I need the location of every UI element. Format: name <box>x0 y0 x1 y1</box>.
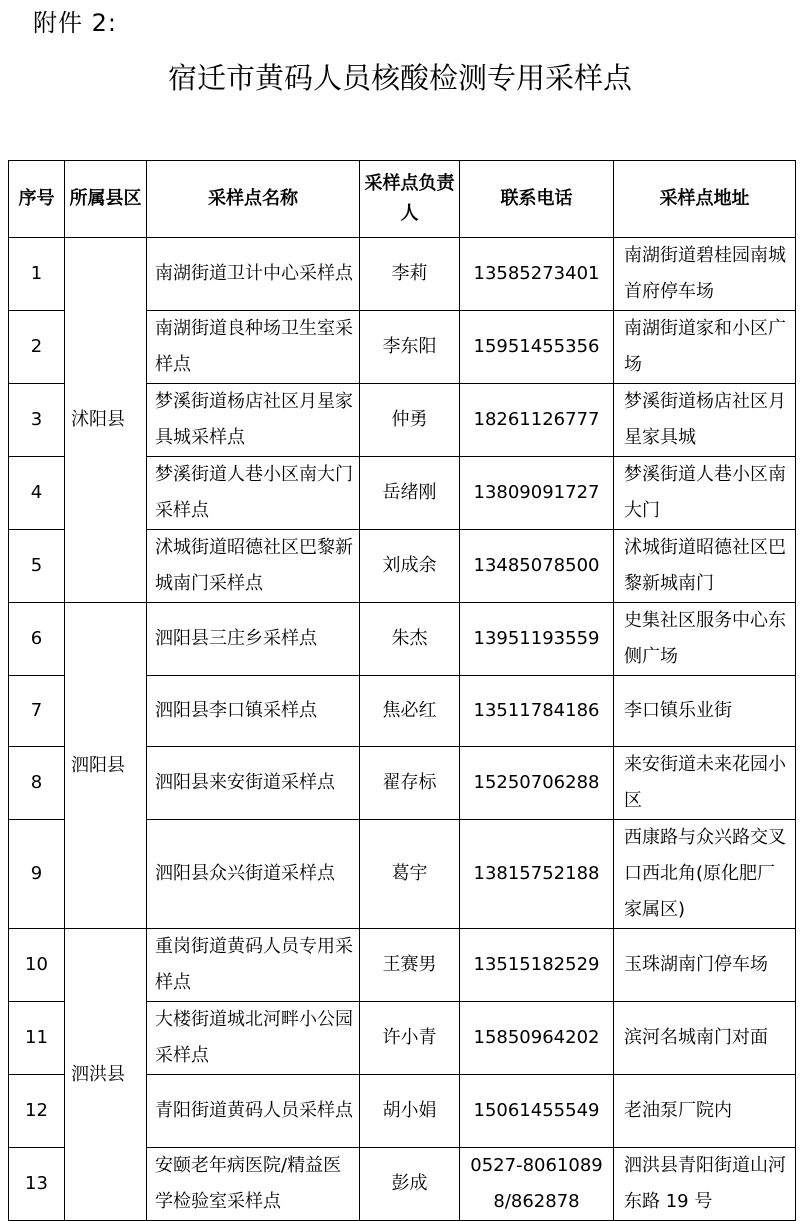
phone-number: 13485078500 <box>460 530 614 603</box>
row-no: 2 <box>9 311 65 384</box>
site-name: 南湖街道良种场卫生室采样点 <box>147 311 360 384</box>
table-header-row <box>9 161 796 238</box>
row-no: 3 <box>9 384 65 457</box>
site-name: 青阳街道黄码人员采样点 <box>147 1075 360 1148</box>
site-address: 南湖街道碧桂园南城首府停车场 <box>614 238 796 311</box>
header-person: 采样点负责人 <box>360 161 460 238</box>
site-name: 泗阳县来安街道采样点 <box>147 747 360 820</box>
site-address: 沭城街道昭德社区巴黎新城南门 <box>614 530 796 603</box>
person-name: 彭成 <box>360 1148 460 1221</box>
row-no: 6 <box>9 603 65 676</box>
phone-number: 15951455356 <box>460 311 614 384</box>
site-address: 梦溪街道杨店社区月星家具城 <box>614 384 796 457</box>
row-no: 8 <box>9 747 65 820</box>
site-address: 滨河名城南门对面 <box>614 1002 796 1075</box>
person-name: 朱杰 <box>360 603 460 676</box>
person-name: 李莉 <box>360 238 460 311</box>
person-name: 仲勇 <box>360 384 460 457</box>
site-name: 梦溪街道杨店社区月星家具城采样点 <box>147 384 360 457</box>
phone-number: 13809091727 <box>460 457 614 530</box>
person-name: 焦必红 <box>360 676 460 747</box>
site-name: 安颐老年病医院/精益医学检验室采样点 <box>147 1148 360 1221</box>
row-no: 10 <box>9 929 65 1002</box>
row-no: 1 <box>9 238 65 311</box>
phone-number: 13585273401 <box>460 238 614 311</box>
person-name: 刘成余 <box>360 530 460 603</box>
site-name: 重岗街道黄码人员专用采样点 <box>147 929 360 1002</box>
county-cell: 泗阳县 <box>65 603 147 929</box>
site-address: 李口镇乐业街 <box>614 676 796 747</box>
site-address: 老油泵厂院内 <box>614 1075 796 1148</box>
table-row <box>9 929 796 1002</box>
phone-number: 15061455549 <box>460 1075 614 1148</box>
site-address: 玉珠湖南门停车场 <box>614 929 796 1002</box>
county-cell: 沭阳县 <box>65 238 147 603</box>
header-address: 采样点地址 <box>614 161 796 238</box>
site-address: 西康路与众兴路交叉口西北角(原化肥厂家属区) <box>614 820 796 929</box>
phone-number: 13815752188 <box>460 820 614 929</box>
header-site-name: 采样点名称 <box>147 161 360 238</box>
header-phone: 联系电话 <box>460 161 614 238</box>
person-name: 许小青 <box>360 1002 460 1075</box>
site-address: 南湖街道家和小区广场 <box>614 311 796 384</box>
phone-number: 13511784186 <box>460 676 614 747</box>
phone-number: 13951193559 <box>460 603 614 676</box>
row-no: 4 <box>9 457 65 530</box>
row-no: 11 <box>9 1002 65 1075</box>
phone-number: 0527-80610898/862878 <box>460 1148 614 1221</box>
row-no: 5 <box>9 530 65 603</box>
person-name: 岳绪刚 <box>360 457 460 530</box>
site-name: 泗阳县李口镇采样点 <box>147 676 360 747</box>
phone-number: 15850964202 <box>460 1002 614 1075</box>
header-no: 序号 <box>9 161 65 238</box>
site-name: 南湖街道卫计中心采样点 <box>147 238 360 311</box>
document-title: 宿迁市黄码人员核酸检测专用采样点 <box>167 61 632 95</box>
site-address: 史集社区服务中心东侧广场 <box>614 603 796 676</box>
row-no: 7 <box>9 676 65 747</box>
table-row <box>9 238 796 311</box>
county-cell: 泗洪县 <box>65 929 147 1221</box>
table-row <box>9 603 796 676</box>
site-name: 泗阳县三庄乡采样点 <box>147 603 360 676</box>
sampling-points-table <box>8 160 796 1221</box>
site-name: 梦溪街道人巷小区南大门采样点 <box>147 457 360 530</box>
row-no: 12 <box>9 1075 65 1148</box>
phone-number: 15250706288 <box>460 747 614 820</box>
site-address: 泗洪县青阳街道山河东路 19 号 <box>614 1148 796 1221</box>
site-name: 大楼街道城北河畔小公园采样点 <box>147 1002 360 1075</box>
site-name: 泗阳县众兴街道采样点 <box>147 820 360 929</box>
attachment-label: 附件 2: <box>33 9 117 37</box>
phone-number: 13515182529 <box>460 929 614 1002</box>
site-address: 来安街道未来花园小区 <box>614 747 796 820</box>
person-name: 胡小娟 <box>360 1075 460 1148</box>
header-county: 所属县区 <box>65 161 147 238</box>
phone-number: 18261126777 <box>460 384 614 457</box>
person-name: 葛宇 <box>360 820 460 929</box>
person-name: 李东阳 <box>360 311 460 384</box>
row-no: 13 <box>9 1148 65 1221</box>
person-name: 王赛男 <box>360 929 460 1002</box>
row-no: 9 <box>9 820 65 929</box>
person-name: 翟存标 <box>360 747 460 820</box>
site-address: 梦溪街道人巷小区南大门 <box>614 457 796 530</box>
site-name: 沭城街道昭德社区巴黎新城南门采样点 <box>147 530 360 603</box>
